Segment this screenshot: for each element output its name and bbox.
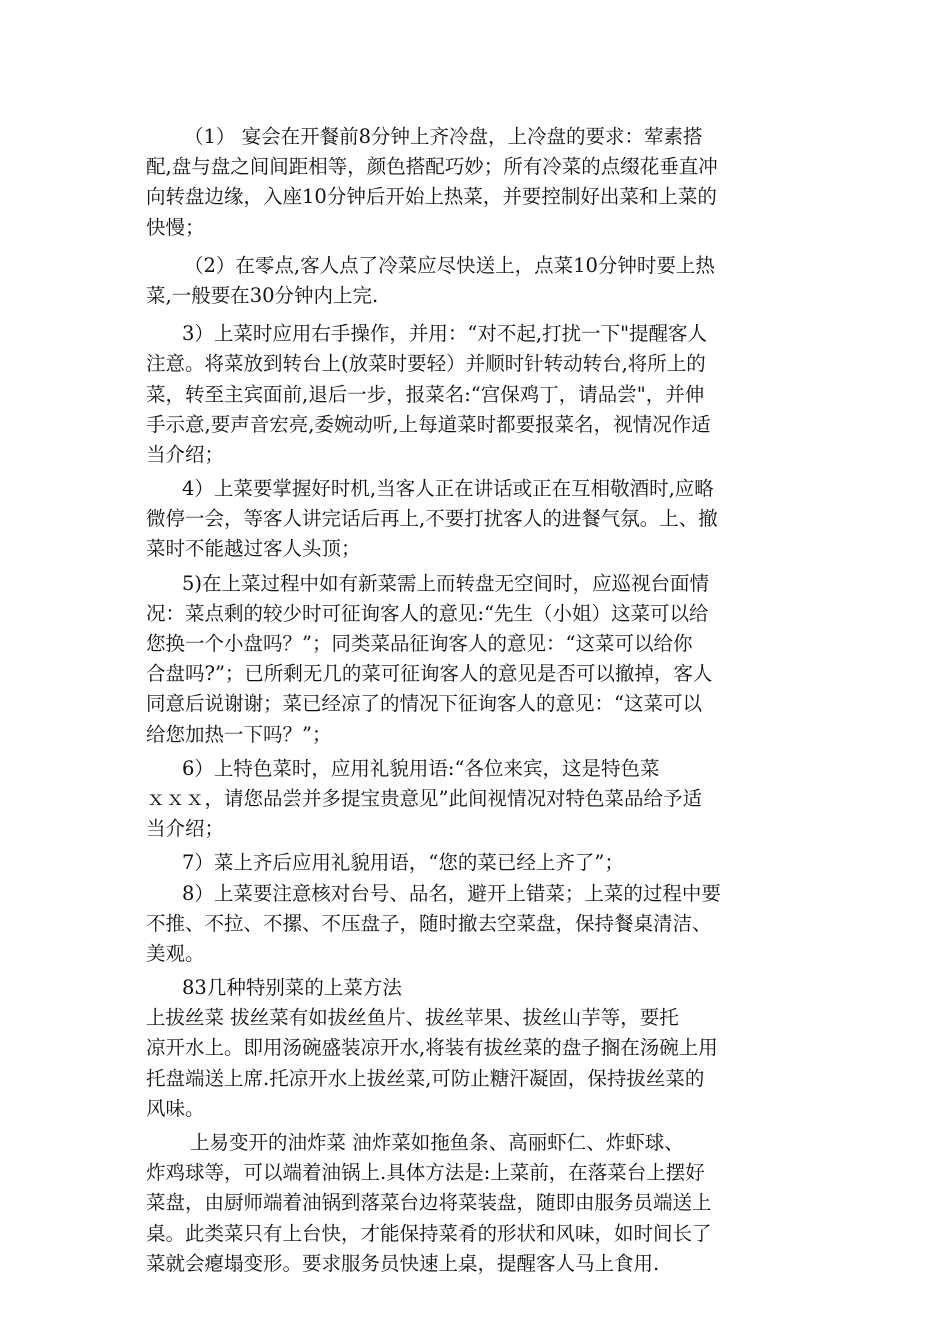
- text-line: 上拔丝菜 拔丝菜有如拔丝鱼片、拔丝苹果、拔丝山芋等，要托: [146, 1006, 679, 1030]
- text-line: 菜就会瘪塌变形。要求服务员快速上桌，提醒客人马上食用.: [146, 1251, 660, 1275]
- text-line: 风味。: [146, 1096, 205, 1120]
- text-line: 配,盘与盘之间间距相等，颜色搭配巧妙；所有冷菜的点缀花垂直冲: [146, 155, 718, 179]
- text-line: 3）上菜时应用右手操作，并用：“对不起,打扰一下"提醒客人: [182, 322, 708, 346]
- text-line: 不推、不拉、不摞、不压盘子，随时撤去空菜盘，保持餐桌清洁、: [146, 911, 712, 935]
- text-line: 菜,一般要在30分钟内上完.: [146, 283, 379, 307]
- text-line: 注意。将菜放到转台上(放菜时要轻）并顺时针转动转台,将所上的: [146, 352, 706, 376]
- text-line: 菜盘，由厨师端着油锅到落菜台边将菜装盘，随即由服务员端送上: [146, 1191, 712, 1215]
- text-line: 况：菜点剩的较少时可征询客人的意见:“先生（小姐）这菜可以给: [146, 601, 709, 625]
- text-line: 7）菜上齐后应用礼貌用语，“您的菜已经上齐了”；: [182, 851, 624, 875]
- text-line: 您换一个小盘吗？”；同类菜品征询客人的意见：“这菜可以给你: [146, 632, 693, 655]
- text-line: 微停一会，等客人讲完话后再上,不要打扰客人的进餐气氛。上、撤: [146, 507, 718, 531]
- text-line: （1） 宴会在开餐前8分钟上齐冷盘，上冷盘的要求：荤素搭: [184, 125, 703, 148]
- text-line: 菜时不能越过客人头顶；: [146, 537, 361, 561]
- text-line: 4）上菜要掌握好时机,当客人正在讲话或正在互相敬酒时,应略: [182, 477, 714, 501]
- document-body: [146, 122, 806, 1279]
- text-line: 向转盘边缘，入座10分钟后开始上热菜，并要控制好出菜和上菜的: [146, 185, 717, 209]
- text-line: 凉开水上。即用汤碗盛装凉开水,将装有拔丝菜的盘子搁在汤碗上用: [146, 1036, 718, 1060]
- text-line: （2）在零点,客人点了冷菜应尽快送上，点菜10分钟时要上热: [184, 253, 715, 277]
- text-line: 给您加热一下吗？”；: [146, 722, 332, 746]
- text-line: 8）上菜要注意核对台号、品名，避开上错菜；上菜的过程中要: [182, 881, 721, 905]
- text-line: 托盘端送上席.托凉开水上拔丝菜,可防止糖汗凝固，保持拔丝菜的: [146, 1066, 705, 1090]
- text-line: 当介绍；: [146, 817, 225, 841]
- section-heading: 83几种特别菜的上菜方法: [182, 976, 402, 1000]
- text-line: 上易变开的油炸菜 油炸菜如拖鱼条、高丽虾仁、炸虾球、: [190, 1131, 684, 1154]
- text-line: 5)在上菜过程中如有新菜需上而转盘无空间时，应巡视台面情: [182, 571, 710, 595]
- text-line: 合盘吗?”；已所剩无几的菜可征询客人的意见是否可以撤掉，客人: [146, 662, 713, 686]
- text-line: 桌。此类菜只有上台快，才能保持菜肴的形状和风味，如时间长了: [146, 1221, 712, 1245]
- text-line: 快慢；: [146, 215, 205, 239]
- text-line: 当介绍；: [146, 442, 225, 466]
- text-line: ｘｘｘ，请您品尝并多提宝贵意见”此间视情况对特色菜品给予适: [146, 786, 702, 810]
- text-line: 6）上特色菜时，应用礼貌用语:“各位来宾，这是特色菜: [182, 756, 660, 780]
- text-line: 同意后说谢谢；菜已经凉了的情况下征询客人的意见：“这菜可以: [146, 692, 702, 716]
- text-line: 炸鸡球等，可以端着油锅上.具体方法是:上菜前，在落菜台上摆好: [146, 1161, 705, 1185]
- text-line: 美观。: [146, 941, 205, 965]
- text-line: 手示意,要声音宏亮,委婉动听,上每道菜时都要报菜名，视情况作适: [146, 412, 711, 436]
- text-line: 菜，转至主宾面前,退后一步，报菜名:“宫保鸡丁，请品尝"，并伸: [146, 382, 705, 406]
